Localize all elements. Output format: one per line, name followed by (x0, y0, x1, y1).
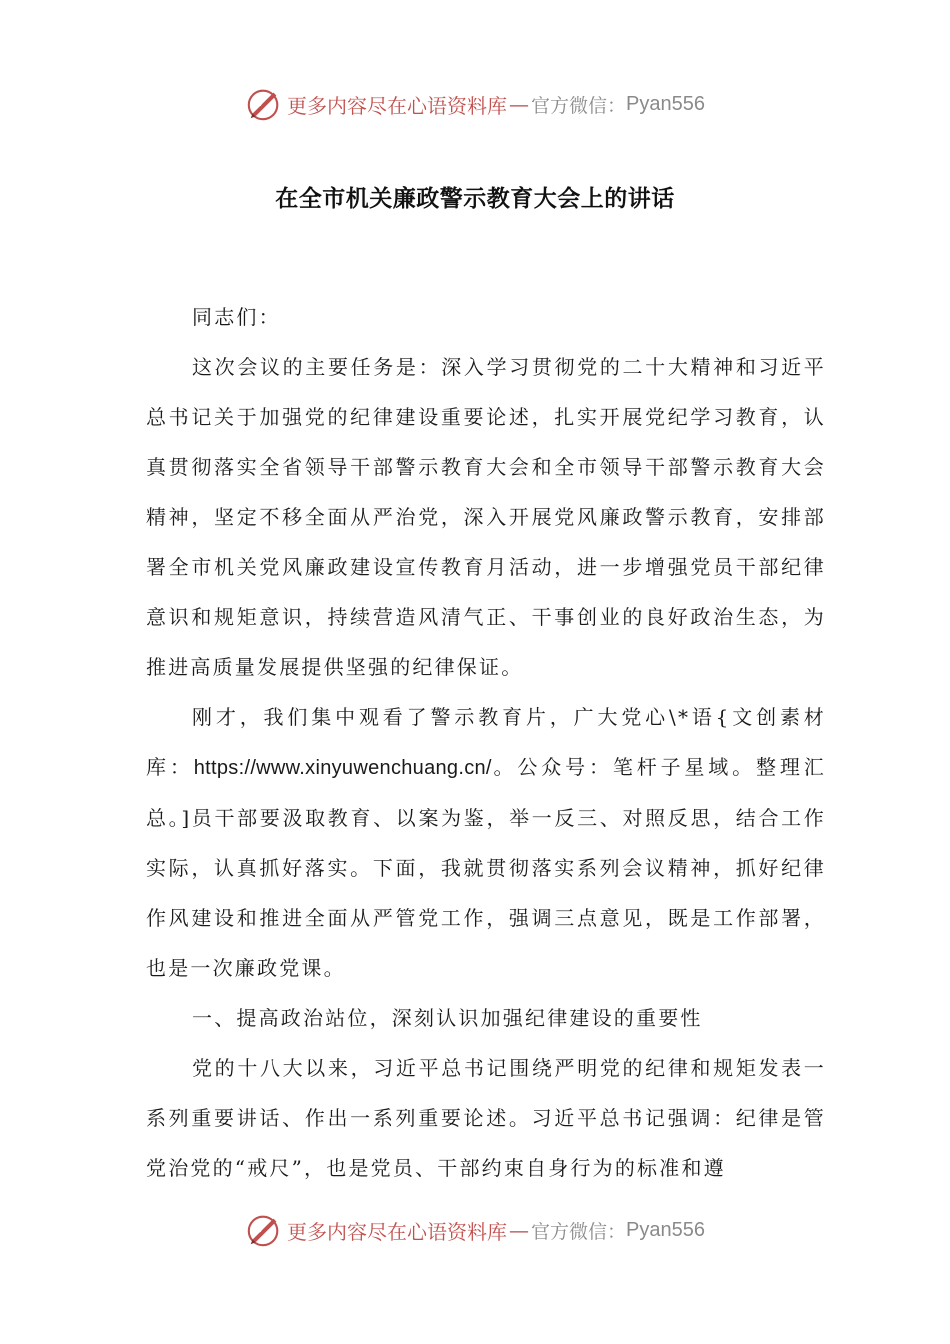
banner-official-label: 官方微信： (531, 94, 627, 117)
banner-dash: — (509, 92, 529, 116)
banner-dash: — (509, 1218, 529, 1242)
document-body (146, 292, 826, 1193)
pen-logo-icon (245, 1211, 283, 1249)
header-watermark-banner (0, 82, 950, 126)
paragraph-2-part-a: 刚才，我们集中观看了警示教育片，广大党心\*语{文创素材库： (146, 705, 826, 779)
footer-watermark-banner (0, 1208, 950, 1252)
banner-wechat-id: Pyan556 (626, 1218, 705, 1241)
paragraph-2-part-b: 。公众号：笔杆子星域。整理汇总。]员干部要汲取教育、以案为鉴，举一反三、对照反思，结合工作实际，认真抓好落实。下面，我就贯彻落实系列会议精神，抓好纪律作风建设和推进全面从严管党工作，强调三点意见，既是工作部署，也是一次廉政党课。 (146, 755, 826, 980)
salutation: 同志们： (192, 305, 281, 329)
document-title: 在全市机关廉政警示教育大会上的讲话 (275, 186, 675, 212)
paragraph-3: 党的十八大以来，习近平总书记围绕严明党的纪律和规矩发表一系列重要讲话、作出一系列重要论述。习近平总书记强调：纪律是管党治党的“戒尺”，也是党员、干部约束自身行为的标准和遵 (146, 1056, 826, 1180)
banner-official-label: 官方微信： (531, 1220, 627, 1243)
banner-promo-text: 更多内容尽在心语资料库 (287, 93, 507, 118)
section-heading-1: 一、提高政治站位，深刻认识加强纪律建设的重要性 (192, 1006, 703, 1030)
resource-url: https://www.xinyuwenchuang.cn/ (193, 757, 492, 779)
pen-logo-icon (245, 85, 283, 123)
banner-promo-text: 更多内容尽在心语资料库 (287, 1219, 507, 1244)
paragraph-1: 这次会议的主要任务是：深入学习贯彻党的二十大精神和习近平总书记关于加强党的纪律建设重要论述，扎实开展党纪学习教育，认真贯彻落实全省领导干部警示教育大会和全市领导干部警示教育大会精神，坚定不移全面从严治党，深入开展党风廉政警示教育，安排部署全市机关党风廉政建设宣传教育月活动，进一步增强党员干部纪律意识和规矩意识，持续营造风清气正、干事创业的良好政治生态，为推进高质量发展提供坚强的纪律保证。 (146, 355, 826, 679)
paragraph-2 (146, 692, 826, 993)
banner-wechat-id: Pyan556 (626, 92, 705, 115)
